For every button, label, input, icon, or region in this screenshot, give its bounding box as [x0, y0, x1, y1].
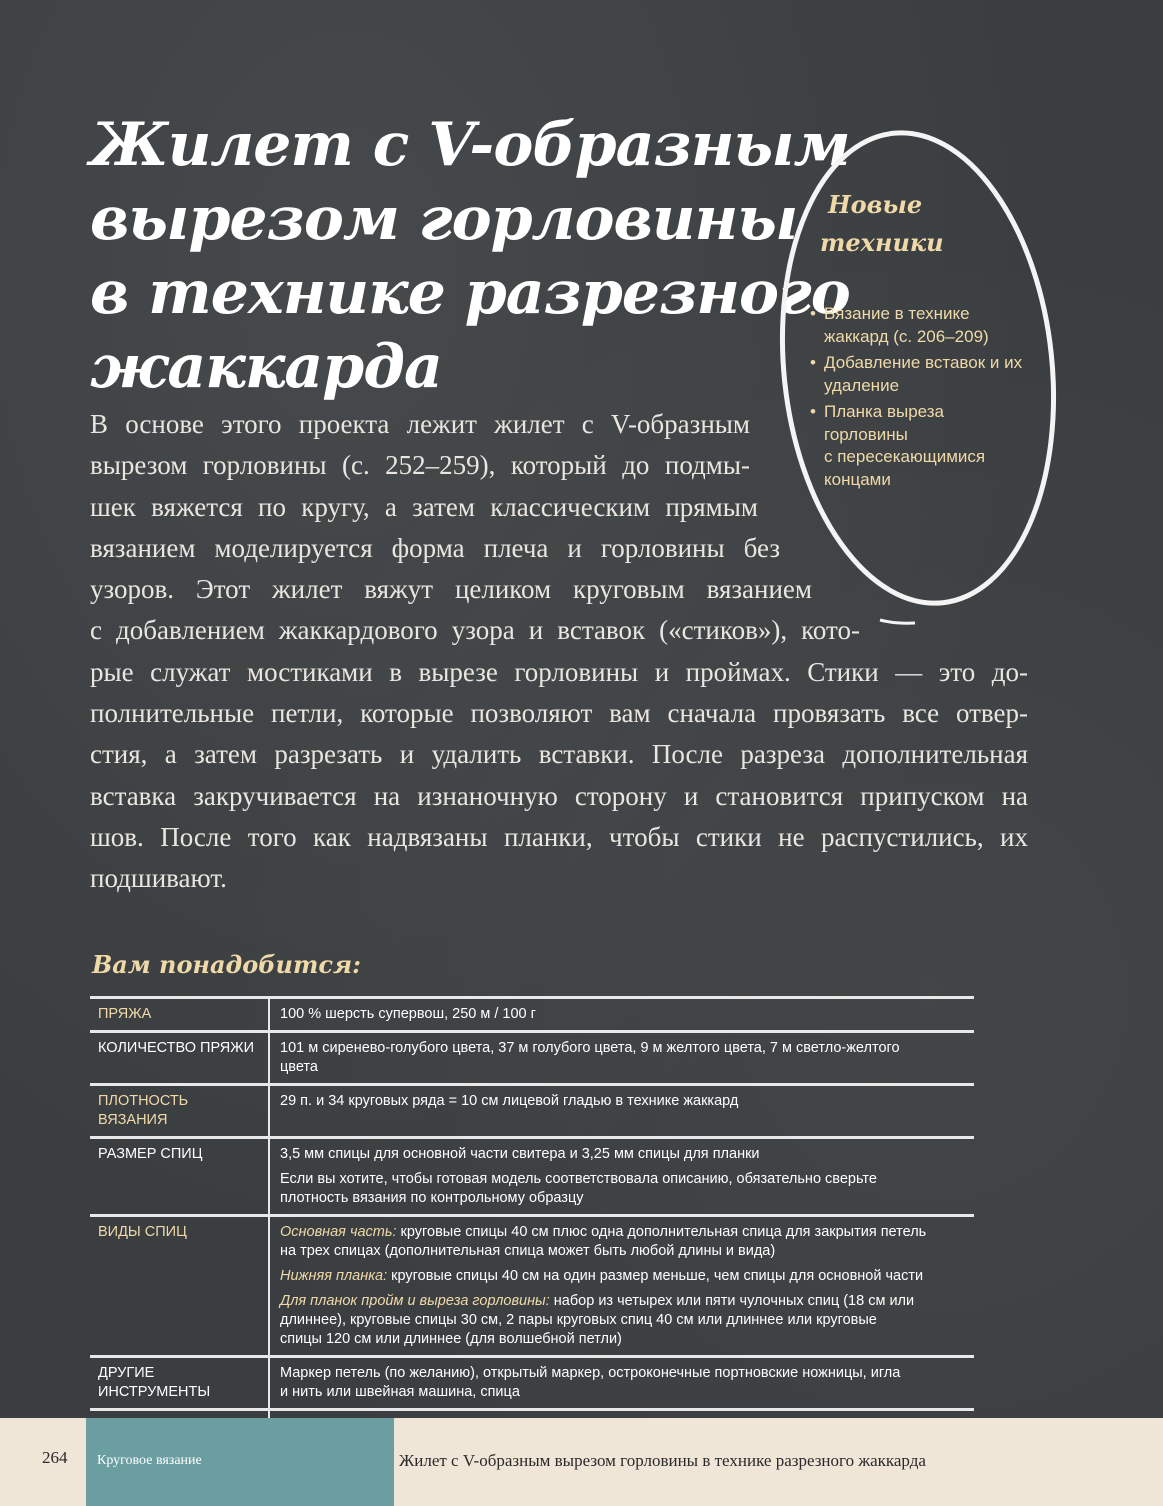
materials-heading: Вам понадобится: [92, 950, 361, 979]
page-number: 264 [42, 1448, 68, 1467]
section-label: Круговое вязание [97, 1453, 202, 1468]
page-title [90, 108, 850, 404]
table-row [90, 1138, 974, 1216]
table-row [90, 1357, 974, 1410]
row-value: 101 м сиренево-голубого цвета, 37 м голубого цвета, 9 м желтого цвета, 7 м светло-желтого цвета [269, 1032, 974, 1085]
new-techniques-heading [820, 186, 988, 262]
row-value: 100 % шерсть супервош, 250 м / 100 г [269, 998, 974, 1032]
row-label: ДРУГИЕ ИНСТРУМЕНТЫ [90, 1357, 269, 1410]
table-row [90, 1032, 974, 1085]
row-value: Основная часть: круговые спицы 40 см плюс одна дополнительная спица для закрытия петель на трех спицах (дополнительная спица может быть любой длины и вида) Нижняя планка: круговые спицы 40 см на один размер меньше, чем спицы для основной части Для планок пройм и выреза горловины: набор из четырех или пяти чулочных спиц (18 см или длиннее), круговые спицы 30 см, 2 пары круговых спиц 40 см или длиннее или круговые спицы 120 см или длиннее (для волшебной петли) [269, 1216, 974, 1357]
title-line: Жилет с V-образным [90, 110, 850, 180]
new-techniques-heading-line: Новые [828, 190, 923, 219]
running-title: Жилет с V-образным вырезом горловины в технике разрезного жаккарда [399, 1451, 926, 1470]
row-label: ВИДЫ СПИЦ [90, 1216, 269, 1357]
technique-item: • Добавление вставок и их удаление [810, 352, 1050, 397]
title-line: вырезом горловины [90, 184, 798, 254]
intro-paragraph: В основе этого проекта лежит жилет с V-образным вырезом горловины (с. 252–259), который до подмы- шек вяжется по кругу, а затем классическим прямым вязанием моделируется форма плеча и горловины без узоров. Этот жилет вяжут целиком круговым вязанием с добавлением жаккардового узора и вставок («стиков»), кото- рые служат мостиками в вырезе горловины и проймах. Стики — это до- полнительные петли, которые позволяют вам сначала провязать все отвер- стия, а затем разрезать и удалить вставки. После разреза дополнительная вставка закручивается на изнаночную сторону и становится припуском на шов. После того как надвязаны планки, чтобы стики не распустились, их подшивают. [90, 409, 1028, 894]
table-row [90, 998, 974, 1032]
table-row [90, 1085, 974, 1138]
technique-item: • Вязание в технике жаккард (с. 206–209) [810, 303, 1050, 348]
new-techniques-heading-line: техники [820, 228, 944, 257]
materials-table [90, 996, 974, 1442]
row-value: Маркер петель (по желанию), открытый маркер, остроконечные портновские ножницы, игла и нить или швейная машина, спица [269, 1357, 974, 1410]
row-label: КОЛИЧЕСТВО ПРЯЖИ [90, 1032, 269, 1085]
title-line: жаккарда [90, 332, 442, 402]
row-label: РАЗМЕР СПИЦ [90, 1138, 269, 1216]
table-row [90, 1216, 974, 1357]
row-label: ПЛОТНОСТЬ ВЯЗАНИЯ [90, 1085, 269, 1138]
row-value: 3,5 мм спицы для основной части свитера и 3,25 мм спицы для планки Если вы хотите, чтобы готовая модель соответствовала описанию, обязательно сверьте плотность вязания по контрольному образцу [269, 1138, 974, 1216]
row-label: ПРЯЖА [90, 998, 269, 1032]
technique-item: • Планка выреза горловины с пересекающимися концами [810, 401, 1050, 491]
title-line: в технике разрезного [90, 258, 850, 328]
row-value: 29 п. и 34 круговых ряда = 10 см лицевой гладью в технике жаккард [269, 1085, 974, 1138]
